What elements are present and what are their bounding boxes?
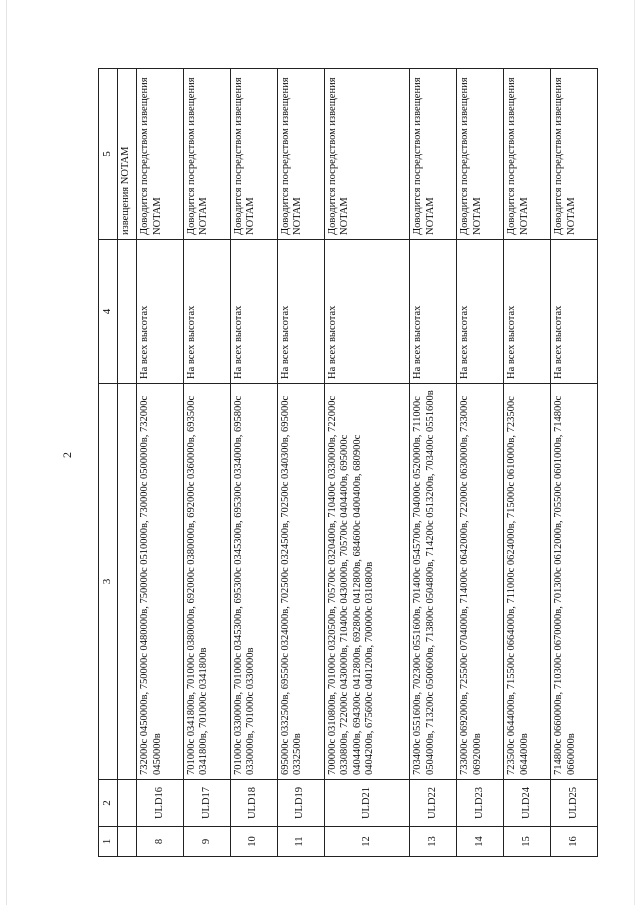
- area-code: ULD19: [277, 780, 324, 827]
- area-code: ULD16: [137, 780, 184, 827]
- coordinates: 701000с 0341800в, 701000с 0380000в, 692000с 0380000в, 692000с 0360000в, 693500с 0341800в, 701000с 0341800в: [183, 384, 230, 780]
- table-row: [183, 69, 230, 857]
- area-code: ULD23: [457, 780, 504, 827]
- table-row: [277, 69, 324, 857]
- page-number: 2: [60, 452, 74, 458]
- activation-note: Доводится посредством извещения NOTAM: [457, 69, 504, 240]
- altitude: На всех высотах: [324, 240, 410, 384]
- area-code: ULD24: [504, 780, 551, 827]
- altitude: На всех высотах: [137, 240, 184, 384]
- coordinates: 695000с 0332500в, 695500с 0324000в, 702500с 0324500в, 702500с 0340300в, 695000с 0332500в: [277, 384, 324, 780]
- activation-note: Доводится посредством извещения NOTAM: [551, 69, 598, 240]
- coordinates: 714800с 0660000в, 710300с 0670000в, 701300с 0612000в, 705500с 0601000в, 714800с 0660000в: [551, 384, 598, 780]
- area-code: ULD17: [183, 780, 230, 827]
- restricted-areas-table: [98, 68, 598, 857]
- row-number: 12: [324, 827, 410, 857]
- area-code: ULD18: [230, 780, 277, 827]
- table-row: [551, 69, 598, 857]
- header-row: [99, 69, 118, 857]
- cont-cell-2: [118, 780, 137, 827]
- continuation-row: [118, 69, 137, 857]
- row-number: 16: [551, 827, 598, 857]
- altitude: На всех высотах: [230, 240, 277, 384]
- table-row: [504, 69, 551, 857]
- row-number: 9: [183, 827, 230, 857]
- row-number: 10: [230, 827, 277, 857]
- activation-note: Доводится посредством извещения NOTAM: [410, 69, 457, 240]
- header-col-3: 3: [99, 384, 118, 780]
- header-col-1: 1: [99, 827, 118, 857]
- activation-note: Доводится посредством извещения NOTAM: [504, 69, 551, 240]
- altitude: На всех высотах: [410, 240, 457, 384]
- activation-note: Доводится посредством извещения NOTAM: [230, 69, 277, 240]
- table-row: [230, 69, 277, 857]
- coordinates: 733000с 0692000в, 725500с 0704000в, 714000с 0642000в, 722000с 0630000в, 733000с 0692000в: [457, 384, 504, 780]
- coordinates: 701000с 0330000в, 701000с 0345300в, 695300с 0345300в, 695300с 0334000в, 695800с 0330000в, 701000с 0330000в: [230, 384, 277, 780]
- altitude: На всех высотах: [277, 240, 324, 384]
- activation-note: Доводится посредством извещения NOTAM: [183, 69, 230, 240]
- altitude: На всех высотах: [457, 240, 504, 384]
- header-col-2: 2: [99, 780, 118, 827]
- altitude: На всех высотах: [504, 240, 551, 384]
- coordinates: 732000с 0450000в, 750000с 0480000в, 750000с 0510000в, 730000с 0500000в, 732000с 0450000в: [137, 384, 184, 780]
- table-row: [324, 69, 410, 857]
- area-code: ULD25: [551, 780, 598, 827]
- table-row: [410, 69, 457, 857]
- cont-cell-4: [118, 240, 137, 384]
- altitude: На всех высотах: [551, 240, 598, 384]
- table-row: [137, 69, 184, 857]
- cont-cell-5: извещения NOTAM: [118, 69, 137, 240]
- altitude: На всех высотах: [183, 240, 230, 384]
- area-code: ULD22: [410, 780, 457, 827]
- area-code: ULD21: [324, 780, 410, 827]
- cont-cell-1: [118, 827, 137, 857]
- header-col-5: 5: [99, 69, 118, 240]
- coordinates: 700000с 0310800в, 701000с 0320500в, 705700с 0320400в, 710400с 0330000в, 722000с 0330800в, 722000с 0430000в, 710400с 0430000в, 705700с 0404400в, 695000с 0404400в, 694300с 0412800в, 692800с 0412800в, 684600с 0400400в, 680900с 0404200в, 675600с 0401200в, 700000с 0310800в: [324, 384, 410, 780]
- coordinates: 703400с 0551600в, 702300с 0551600в, 701400с 0545700в, 704000с 0520000в, 711000с 0504000в, 713200с 0500600в, 713800с 0504800в, 714200с 0513200в, 703400с 0551600в: [410, 384, 457, 780]
- activation-note: Доводится посредством извещения NOTAM: [137, 69, 184, 240]
- scan-edge-right: [634, 0, 635, 905]
- row-number: 8: [137, 827, 184, 857]
- row-number: 15: [504, 827, 551, 857]
- coordinates: 723500с 0644000в, 715500с 0664000в, 711000с 0624000в, 715000с 0610000в, 723500с 0644000в: [504, 384, 551, 780]
- table-row: [457, 69, 504, 857]
- header-col-4: 4: [99, 240, 118, 384]
- row-number: 11: [277, 827, 324, 857]
- row-number: 14: [457, 827, 504, 857]
- rotated-table-container: [98, 69, 598, 857]
- cont-cell-3: [118, 384, 137, 780]
- row-number: 13: [410, 827, 457, 857]
- activation-note: Доводится посредством извещения NOTAM: [324, 69, 410, 240]
- activation-note: Доводится посредством извещения NOTAM: [277, 69, 324, 240]
- scan-edge-left: [6, 0, 7, 905]
